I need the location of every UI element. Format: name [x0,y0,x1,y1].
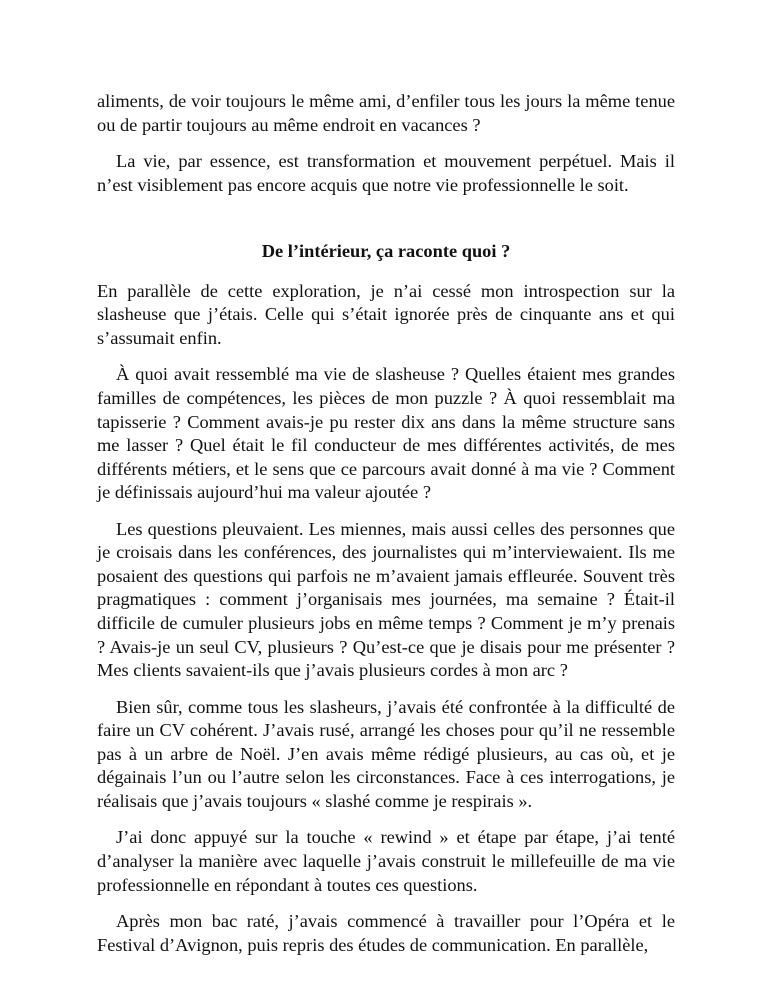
paragraph: Bien sûr, comme tous les slasheurs, j’avais été confrontée à la difficulté de faire un CV cohérent. J’avais rusé, arrangé les choses pour qu’il ne ressemble pas à un arbre de Noël. J’en avais même rédigé plusieurs, au cas où, et je dégainais l’un ou l’autre selon les circonstances. Face à ces interrogations, je réalisais que j’avais toujours « slashé comme je respirais ». [97,696,675,812]
section-heading: De l’intérieur, ça raconte quoi ? [261,241,511,262]
paragraph-continuation: aliments, de voir toujours le même ami, d’enfiler tous les jours la même tenue ou de partir toujours au même endroit en vacances ? [97,91,675,135]
paragraph: Les questions pleuvaient. Les miennes, mais aussi celles des personnes que je croisais dans les conférences, des journalistes qui m’interviewaient. Ils me posaient des questions qui parfois ne m’avaient jamais effleurée. Souvent très pragmatiques : comment j’organisais mes journées, ma semaine ? Était-il difficile de cumuler plusieurs jobs en même temps ? Comment je m’y prenais ? Avais-je un seul CV, plusieurs ? Qu’est-ce que je disais pour me présenter ? Mes clients savaient-ils que j’avais plusieurs cordes à mon arc ? [97,518,675,681]
paragraph: La vie, par essence, est transformation et mouvement perpétuel. Mais il n’est visiblement pas encore acquis que notre vie professionnelle le soit. [97,150,675,195]
paragraph: À quoi avait ressemblé ma vie de slasheuse ? Quelles étaient mes grandes familles de compétences, les pièces de mon puzzle ? À quoi ressemblait ma tapisserie ? Comment avais-je pu rester dix ans dans la même structure sans me lasser ? Quel était le fil conducteur de mes différentes activités, de mes différents métiers, et le sens que ce parcours avait donné à ma vie ? Comment je définissais aujourd’hui ma valeur ajoutée ? [97,364,675,503]
paragraph: En parallèle de cette exploration, je n’ai cessé mon introspection sur la slasheuse que j’étais. Celle qui s’était ignorée près de cinquante ans et qui s’assumait enfin. [97,280,675,348]
paragraph: J’ai donc appuyé sur la touche « rewind » et étape par étape, j’ai tenté d’analyser la manière avec laquelle j’avais construit le millefeuille de ma vie professionnelle en répondant à toutes ces questions. [97,827,675,895]
book-page [97,90,675,970]
paragraph: Après mon bac raté, j’avais commencé à travailler pour l’Opéra et le Festival d’Avignon, puis repris des études de communication. En parallèle, [97,911,675,955]
